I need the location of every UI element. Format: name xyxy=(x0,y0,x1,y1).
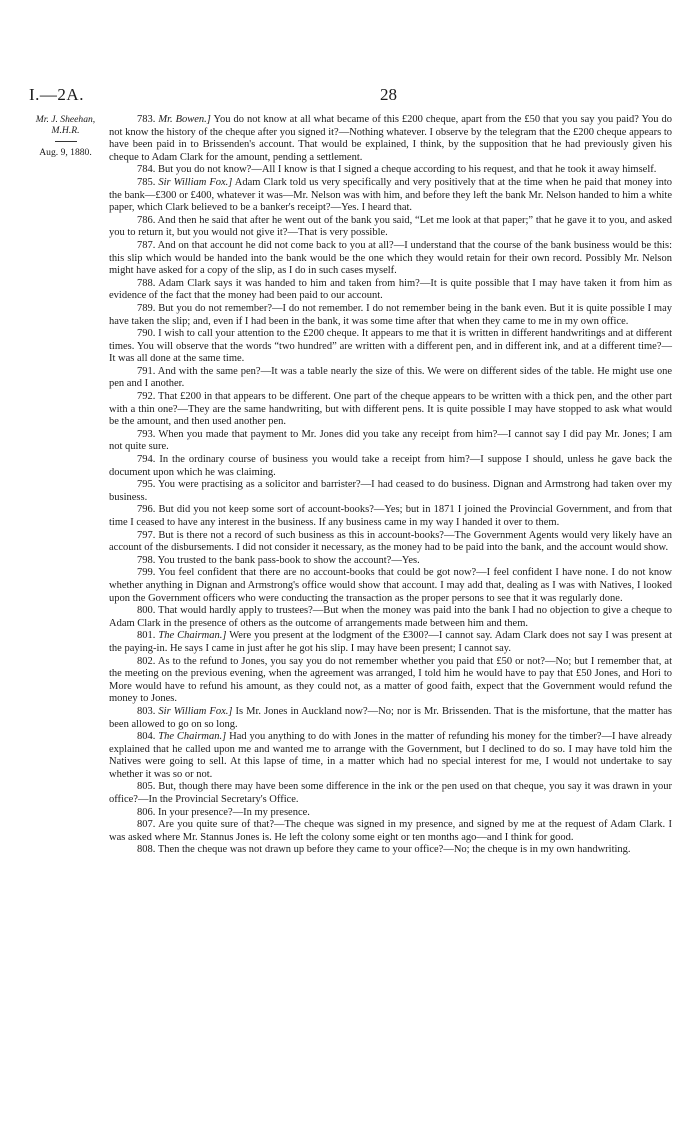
question-answer-text: When you made that payment to Mr. Jones did you take any receipt from him?—I cannot say I did pay Mr. Jones; I am not quite sure. xyxy=(109,428,672,453)
testimony-paragraph xyxy=(109,819,672,844)
testimony-paragraph xyxy=(109,278,672,303)
witness-name: Mr. J. Sheehan, xyxy=(35,114,96,125)
speaker-name: The Chairman.] xyxy=(158,630,227,642)
testimony-paragraph xyxy=(109,303,672,328)
question-answer-text: But you do not know?—All I know is that I signed a cheque according to his request, and that he took it away himself. xyxy=(158,164,657,176)
testimony-paragraph xyxy=(109,366,672,391)
question-answer-text: In the ordinary course of business you would take a receipt from him?—I suppose I should, unless he gave back the document upon which he was claiming. xyxy=(109,454,673,478)
testimony-paragraph xyxy=(109,215,672,240)
witness-title: M.H.R. xyxy=(51,125,80,136)
speaker-name: Sir William Fox.] xyxy=(158,705,233,717)
question-number: 806. xyxy=(137,806,156,818)
question-answer-text: As to the refund to Jones, you say you do not remember whether you paid that £50 or not?—No; but I remember that, at the meeting on the previous evening, when the agreement was arranged, I told him he would have to pay that £50 Jones, and Hori to More would have to refund his amount, as they could not, as a matter of good faith, expect that the Government would refund the money to Jones. xyxy=(109,655,672,705)
question-answer-text: Had you anything to do with Jones in the matter of refunding his money for the timber?—I have already explained that he called upon me and wanted me to arrange with the Government, but I declined to do so. I may have told him the Natives were going to sell. At this lapse of time, in a matter which had no special interest for me, I would not undertake to say whether it was so or not. xyxy=(109,731,672,780)
testimony-paragraph xyxy=(109,328,672,366)
question-number: 796. xyxy=(137,504,156,516)
question-answer-text: Were you present at the lodgment of the £300?—I cannot say. Adam Clark does not say I was present at the paying-in. He says I came in just after he got his slip. I may have been present; I cannot say. xyxy=(109,630,673,654)
testimony-paragraph xyxy=(109,807,672,820)
testimony-paragraph xyxy=(109,429,672,454)
question-number: 790. xyxy=(137,328,156,340)
question-number: 802. xyxy=(137,655,156,667)
question-answer-text: In your presence?—In my presence. xyxy=(158,806,310,818)
testimony-paragraph xyxy=(109,555,672,568)
question-answer-text: I wish to call your attention to the £200 cheque. It appears to me that it is written in different handwritings and at different times. You will observe that the words “two hundred” are written with a different pen, and in different ink, and at a different time?—It was all done at the same time. xyxy=(109,328,673,365)
question-answer-text: You trusted to the bank pass-book to show the account?—Yes. xyxy=(157,554,420,566)
question-answer-text: That would hardly apply to trustees?—But when the money was paid into the bank I had no objection to give a cheque to Adam Clark in the presence of others as the outcome of arrangements made between him and them. xyxy=(109,605,672,629)
question-number: 787. xyxy=(137,239,156,251)
testimony-paragraph xyxy=(109,781,672,806)
question-number: 804. xyxy=(137,731,156,743)
question-number: 793. xyxy=(137,428,156,440)
question-answer-text: You do not know at all what became of this £200 cheque, apart from the £50 that you say you paid? You do not know the history of the cheque after you signed it?—Nothing whatever. I observe by the telegram that the £200 cheque appears to have been paid in to Brissenden's account. That would be explained, I think, by the supposition that he had previously given his cheque to Adam Clark for the amount, pending a settlement. xyxy=(109,114,672,163)
question-number: 792. xyxy=(137,391,156,403)
testimony-date: Aug. 9, 1880. xyxy=(39,147,92,158)
testimony-body xyxy=(109,114,672,857)
question-number: 800. xyxy=(137,605,156,617)
testimony-paragraph xyxy=(109,164,672,177)
question-answer-text: And with the same pen?—It was a table nearly the size of this. We were on different sides of the table. He might use one pen and I another. xyxy=(109,365,672,390)
testimony-paragraph xyxy=(109,605,672,630)
question-answer-text: Is Mr. Jones in Auckland now?—No; nor is Mr. Brissenden. That is the misfortune, that the matter has been allowed to go on so long. xyxy=(109,705,672,730)
question-number: 785. xyxy=(137,176,156,188)
question-answer-text: That £200 in that appears to be different. One part of the cheque appears to be written with a thick pen, and the other part with a thin one?—They are the same handwriting, but with different pens. It is quite possible I may have stopped to ask what would be the amount, and then used another pen. xyxy=(109,391,672,428)
margin-note xyxy=(28,114,103,158)
question-answer-text: But is there not a record of such business as this in account-books?—The Government Agents would very likely have an account of the disbursements. I did not consider it necessary, as the money had to be paid into the bank, and the account would show. xyxy=(109,529,672,554)
question-number: 783. xyxy=(137,114,156,125)
testimony-paragraph xyxy=(109,504,672,529)
testimony-paragraph xyxy=(109,731,672,781)
question-answer-text: But did you not keep some sort of account-books?—Yes; but in 1871 I joined the Provincial Government, and from that time I ceased to have any interest in the business. If any business came in my way I handed it over to them. xyxy=(109,504,673,528)
question-number: 805. xyxy=(137,781,156,793)
question-answer-text: Adam Clark says it was handed to him and taken from him?—It is quite possible that I may have taken it from him as evidence of the fact that the money had been paid to our account. xyxy=(109,277,673,302)
question-number: 795. xyxy=(137,479,156,491)
testimony-paragraph xyxy=(109,454,672,479)
question-number: 784. xyxy=(137,164,156,176)
document-reference: I.—2A. xyxy=(29,85,84,104)
question-answer-text: And then he said that after he went out of the bank you said, “Let me look at that paper;” that he gave it to you, and asked you to return it, but you would not give it?—That is very possible. xyxy=(109,214,672,239)
question-number: 808. xyxy=(137,844,156,856)
testimony-paragraph xyxy=(109,391,672,429)
testimony-paragraph xyxy=(109,479,672,504)
question-answer-text: You were practising as a solicitor and barrister?—I had ceased to do business. Dignan and Armstrong had taken over my business. xyxy=(109,479,672,503)
testimony-paragraph xyxy=(109,530,672,555)
testimony-paragraph xyxy=(109,630,672,655)
speaker-name: The Chairman.] xyxy=(158,731,227,743)
testimony-paragraph xyxy=(109,656,672,706)
question-answer-text: Adam Clark told us very specifically and very positively that at the time when he paid that money into the bank—£300 or £400, whatever it was—Mr. Nelson was with him, and before they left the bank Mr. Nelson handed to him a white paper, which Clark believed to be a banker's receipt?—Yes. I heard that. xyxy=(109,176,673,214)
question-number: 807. xyxy=(137,819,156,831)
question-number: 789. xyxy=(137,302,156,314)
testimony-paragraph xyxy=(109,567,672,605)
question-answer-text: And on that account he did not come back to you at all?—I understand that the course of the bank business would be this: this slip which would be handed into the bank would be the one which they would retain for their own record. Possibly Mr. Nelson might have asked for a copy of the slip, as I do in such cases myself. xyxy=(109,239,673,277)
question-answer-text: Then the cheque was not drawn up before they came to your office?—No; the cheque is in my own handwriting. xyxy=(157,844,631,856)
question-answer-text: But, though there may have been some difference in the ink or the pen used on that cheque, you say it was drawn in your office?—In the Provincial Secretary's Office. xyxy=(109,781,672,806)
testimony-paragraph xyxy=(109,240,672,278)
question-number: 786. xyxy=(137,214,156,226)
question-number: 801. xyxy=(137,630,156,642)
question-number: 797. xyxy=(137,529,156,541)
question-answer-text: But you do not remember?—I do not remember. I do not remember being in the bank even. But it is quite possible I may have taken the slip; and, even if I had been in the bank, it was some time after that when they came to me in my own office. xyxy=(109,302,672,327)
testimony-paragraph xyxy=(109,844,672,857)
margin-rule xyxy=(55,141,77,142)
question-number: 798. xyxy=(137,554,156,566)
question-number: 791. xyxy=(137,365,156,377)
question-answer-text: You feel confident that there are no account-books that could be got now?—I feel confident I have none. I do not know whether anything in Dignan and Armstrong's office would show that account. I may add that, dealing as I was with Natives, I looked upon the Government officers who were conducting the transaction as the proper persons to see that it was regularly done. xyxy=(109,567,672,604)
page-number: 28 xyxy=(380,85,397,104)
question-answer-text: Are you quite sure of that?—The cheque was signed in my presence, and signed by me at the request of Adam Clark. I was asked where Mr. Stannus Jones is. He left the colony some eight or ten months ago—and I think for good. xyxy=(109,819,672,843)
question-number: 788. xyxy=(137,277,156,289)
testimony-paragraph xyxy=(109,706,672,731)
question-number: 799. xyxy=(137,567,156,579)
testimony-paragraph xyxy=(109,177,672,215)
testimony-paragraph xyxy=(109,114,672,164)
question-number: 794. xyxy=(137,454,156,466)
speaker-name: Mr. Bowen.] xyxy=(158,114,211,125)
speaker-name: Sir William Fox.] xyxy=(158,176,233,188)
question-number: 803. xyxy=(137,705,156,717)
